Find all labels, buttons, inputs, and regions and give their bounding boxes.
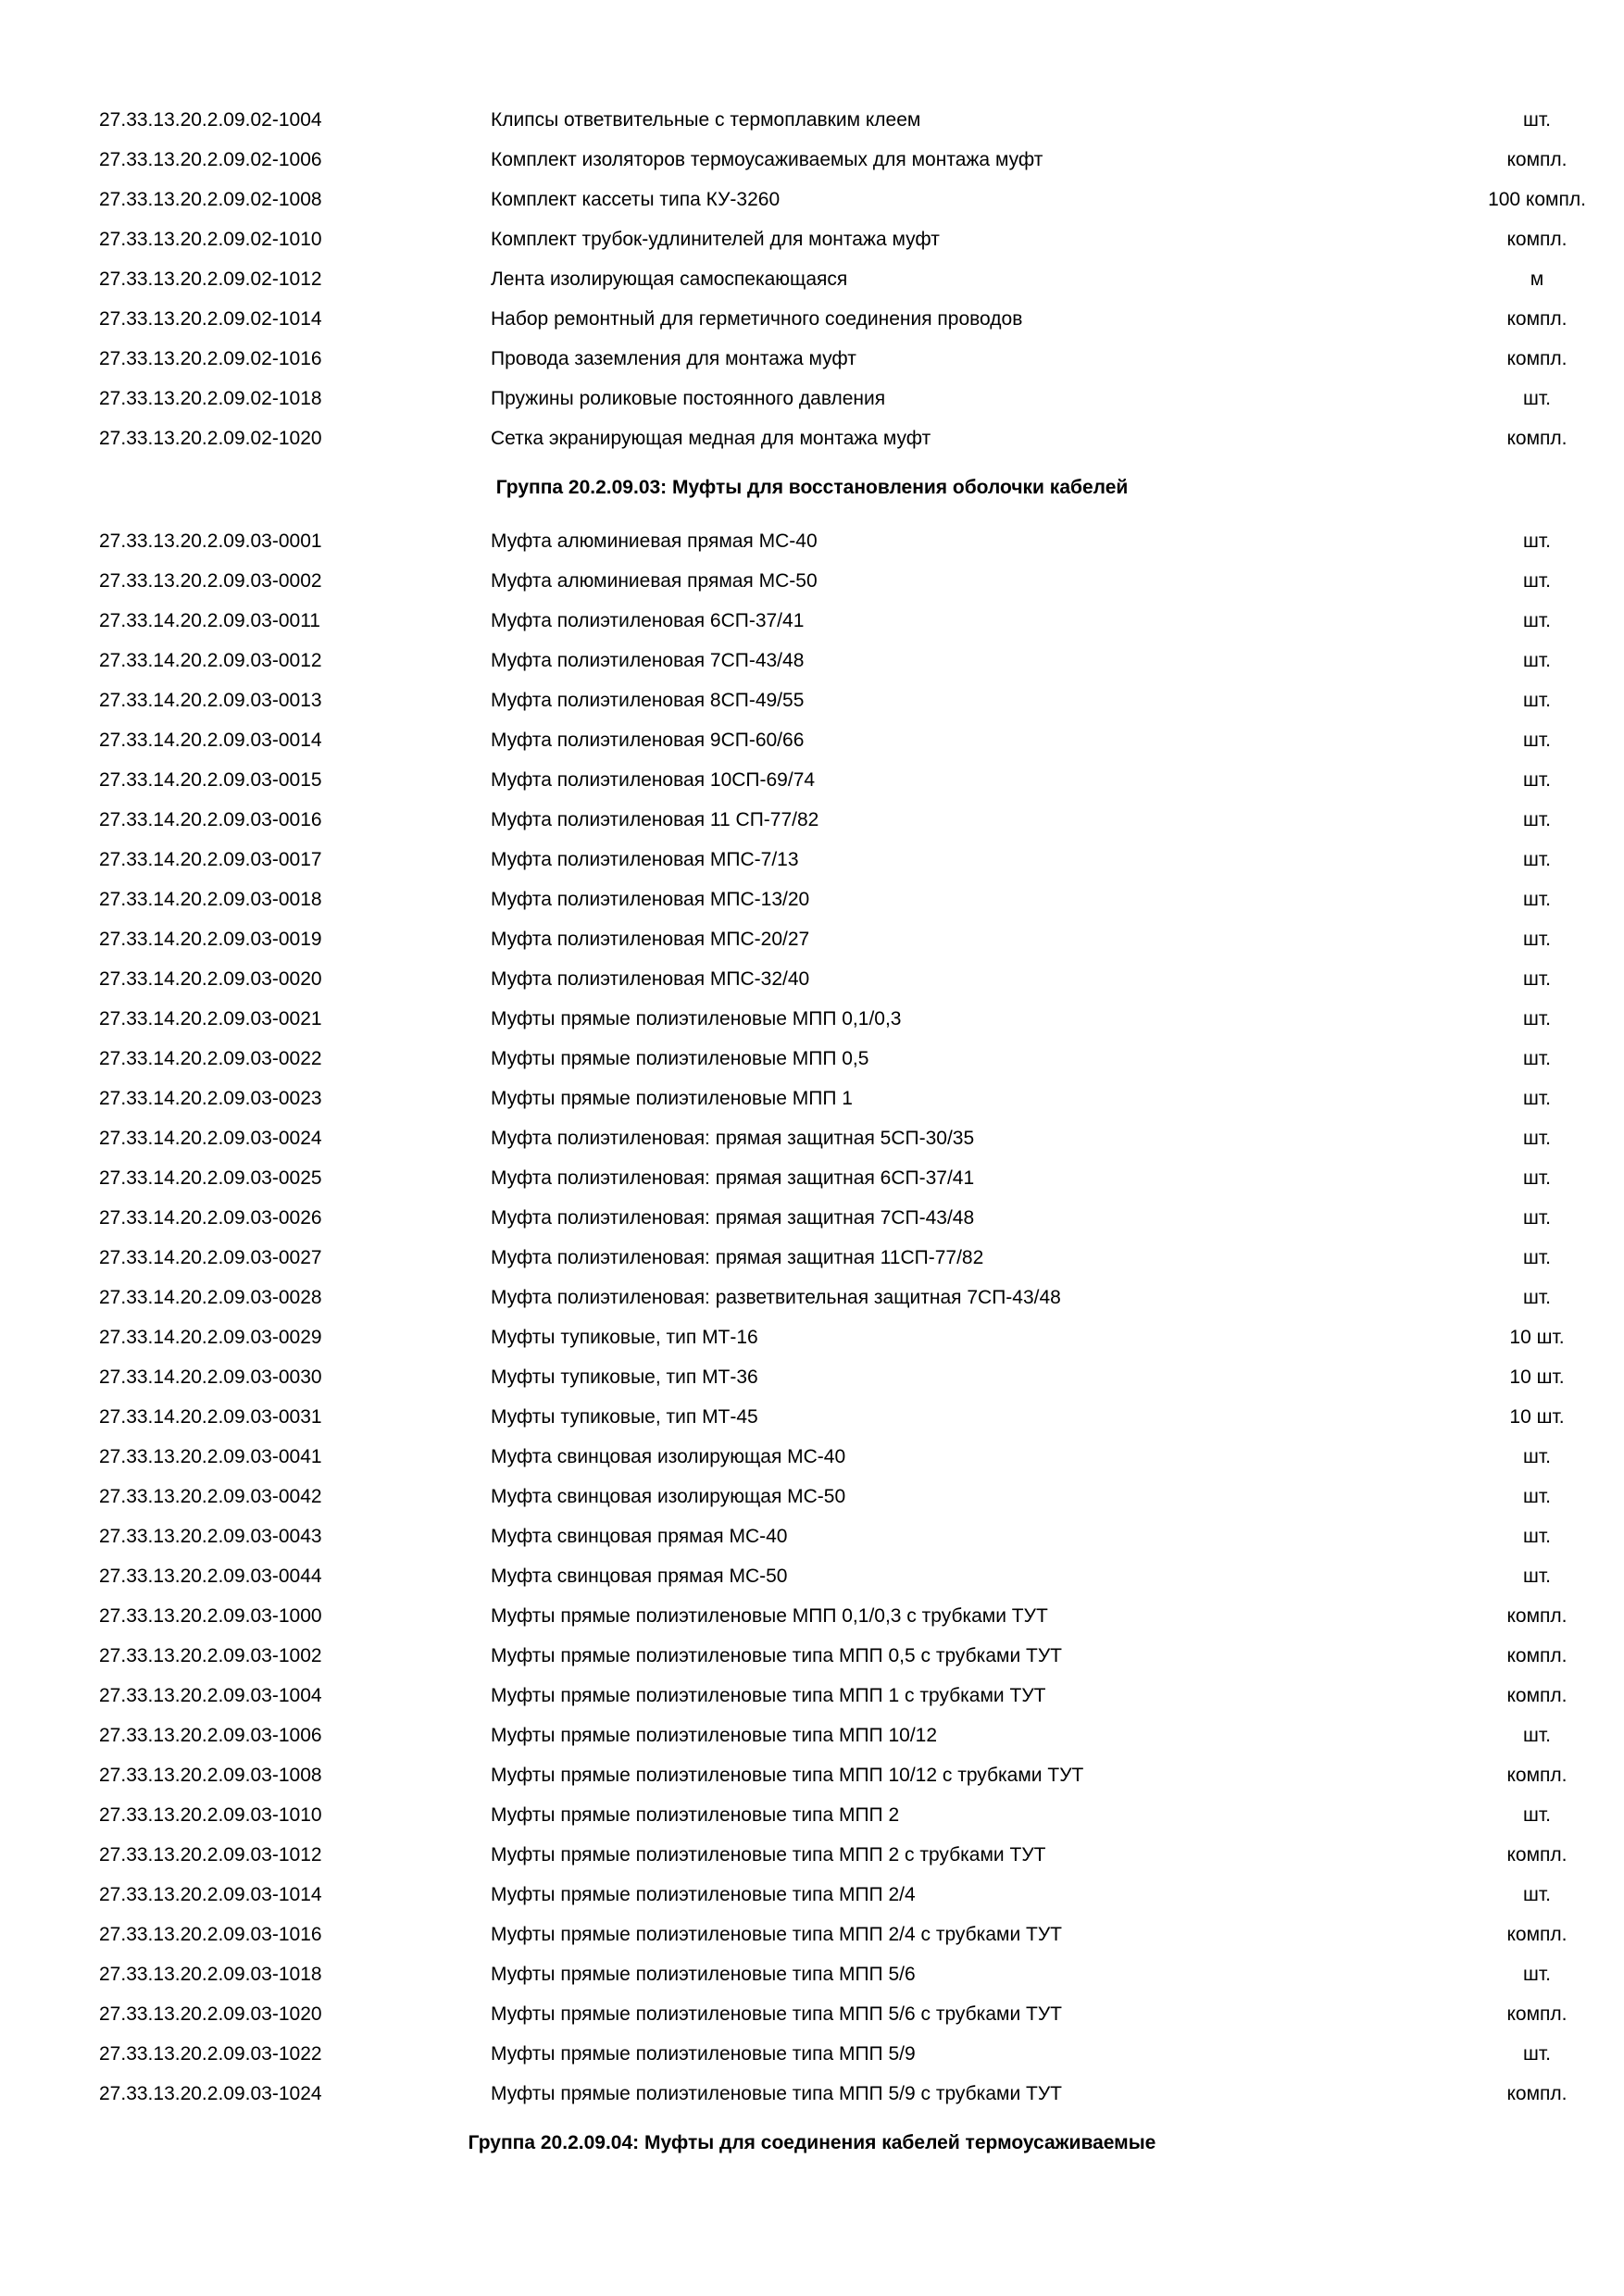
group-heading: Группа 20.2.09.03: Муфты для восстановления оболочки кабелей xyxy=(495,477,1129,498)
table-row xyxy=(0,880,1624,919)
resource-name: Муфты тупиковые, тип МТ-36 xyxy=(491,1366,758,1388)
resource-code: 27.33.13.20.2.09.02-1010 xyxy=(99,229,322,250)
unit-of-measure: шт. xyxy=(1523,1207,1551,1229)
table-row xyxy=(0,521,1624,561)
resource-name: Сетка экранирующая медная для монтажа муфт xyxy=(491,428,931,449)
unit-of-measure: шт. xyxy=(1523,1526,1551,1547)
unit-of-measure: шт. xyxy=(1523,1247,1551,1268)
table-row xyxy=(0,1516,1624,1556)
table-row xyxy=(0,1039,1624,1079)
table-row xyxy=(0,800,1624,840)
table-row xyxy=(0,1397,1624,1437)
resource-name: Муфта алюминиевая прямая МС-40 xyxy=(491,530,818,552)
table-row xyxy=(0,418,1624,458)
resource-name: Муфта полиэтиленовая 8СП-49/55 xyxy=(491,690,805,711)
unit-of-measure: шт. xyxy=(1523,1088,1551,1109)
resource-code: 27.33.13.20.2.09.03-1016 xyxy=(99,1924,322,1945)
resource-code: 27.33.13.20.2.09.03-1014 xyxy=(99,1884,322,1905)
table-row xyxy=(0,840,1624,880)
resource-code: 27.33.13.20.2.09.03-1022 xyxy=(99,2043,322,2065)
resource-code: 27.33.14.20.2.09.03-0018 xyxy=(99,889,322,910)
resource-code: 27.33.14.20.2.09.03-0014 xyxy=(99,730,322,751)
unit-of-measure: 10 шт. xyxy=(1509,1366,1565,1388)
unit-of-measure: компл. xyxy=(1506,348,1568,369)
unit-of-measure: компл. xyxy=(1506,2003,1568,2025)
resource-name: Муфта полиэтиленовая 6СП-37/41 xyxy=(491,610,805,631)
resource-code: 27.33.13.20.2.09.03-0041 xyxy=(99,1446,322,1467)
resource-name: Провода заземления для монтажа муфт xyxy=(491,348,856,369)
table-row xyxy=(0,720,1624,760)
table-row xyxy=(0,1636,1624,1676)
resource-name: Муфты прямые полиэтиленовые типа МПП 5/9 xyxy=(491,2043,916,2065)
unit-of-measure: шт. xyxy=(1523,1167,1551,1189)
resource-code: 27.33.13.20.2.09.03-0044 xyxy=(99,1566,322,1587)
table-row xyxy=(0,140,1624,180)
resource-name: Муфта полиэтиленовая 11 СП-77/82 xyxy=(491,809,819,830)
resource-code: 27.33.13.20.2.09.03-0042 xyxy=(99,1486,322,1507)
unit-of-measure: шт. xyxy=(1523,690,1551,711)
resource-code: 27.33.13.20.2.09.03-1000 xyxy=(99,1605,322,1627)
resource-code: 27.33.14.20.2.09.03-0031 xyxy=(99,1406,322,1428)
resource-code: 27.33.13.20.2.09.03-1018 xyxy=(99,1964,322,1985)
table-row xyxy=(0,259,1624,299)
resource-name: Муфты прямые полиэтиленовые МПП 0,1/0,3 с трубками ТУТ xyxy=(491,1605,1048,1627)
unit-of-measure: компл. xyxy=(1506,428,1568,449)
unit-of-measure: компл. xyxy=(1506,308,1568,330)
resource-name: Набор ремонтный для герметичного соединения проводов xyxy=(491,308,1023,330)
table-row xyxy=(0,1994,1624,2034)
resource-name: Муфта полиэтиленовая МПС-7/13 xyxy=(491,849,799,870)
resource-code: 27.33.13.20.2.09.03-0001 xyxy=(99,530,322,552)
resource-name: Комплект трубок-удлинителей для монтажа муфт xyxy=(491,229,940,250)
table-row xyxy=(0,999,1624,1039)
unit-of-measure: шт. xyxy=(1523,1486,1551,1507)
resource-name: Муфта полиэтиленовая: разветвительная защитная 7СП-43/48 xyxy=(491,1287,1061,1308)
resource-code: 27.33.14.20.2.09.03-0024 xyxy=(99,1128,322,1149)
resource-code: 27.33.14.20.2.09.03-0016 xyxy=(99,809,322,830)
unit-of-measure: 100 компл. xyxy=(1488,189,1586,210)
table-row xyxy=(0,1716,1624,1755)
resource-name: Муфты прямые полиэтиленовые типа МПП 5/9 с трубками ТУТ xyxy=(491,2083,1062,2104)
unit-of-measure: шт. xyxy=(1523,1008,1551,1029)
resource-code: 27.33.14.20.2.09.03-0015 xyxy=(99,769,322,791)
table-row xyxy=(0,1915,1624,1954)
unit-of-measure: компл. xyxy=(1506,1765,1568,1786)
table-row xyxy=(0,1755,1624,1795)
unit-of-measure: шт. xyxy=(1523,929,1551,950)
table-row xyxy=(0,1676,1624,1716)
unit-of-measure: шт. xyxy=(1523,849,1551,870)
resource-code: 27.33.14.20.2.09.03-0012 xyxy=(99,650,322,671)
table-row xyxy=(0,1278,1624,1317)
resource-code: 27.33.13.20.2.09.02-1018 xyxy=(99,388,322,409)
resource-code: 27.33.14.20.2.09.03-0029 xyxy=(99,1327,322,1348)
resource-code: 27.33.14.20.2.09.03-0023 xyxy=(99,1088,322,1109)
table-row xyxy=(0,641,1624,680)
resource-name: Муфта полиэтиленовая: прямая защитная 7СП-43/48 xyxy=(491,1207,975,1229)
resource-name: Муфты прямые полиэтиленовые типа МПП 1 с трубками ТУТ xyxy=(491,1685,1046,1706)
unit-of-measure: шт. xyxy=(1523,889,1551,910)
table-row xyxy=(0,1477,1624,1516)
unit-of-measure: 10 шт. xyxy=(1509,1327,1565,1348)
resource-name: Муфты прямые полиэтиленовые МПП 0,1/0,3 xyxy=(491,1008,902,1029)
resource-name: Муфта полиэтиленовая 7СП-43/48 xyxy=(491,650,805,671)
resource-name: Муфты прямые полиэтиленовые типа МПП 5/6 с трубками ТУТ xyxy=(491,2003,1062,2025)
resource-code: 27.33.13.20.2.09.02-1004 xyxy=(99,109,322,131)
resource-name: Муфты прямые полиэтиленовые типа МПП 2/4 с трубками ТУТ xyxy=(491,1924,1062,1945)
resource-code: 27.33.14.20.2.09.03-0022 xyxy=(99,1048,322,1069)
resource-code: 27.33.14.20.2.09.03-0020 xyxy=(99,968,322,990)
unit-of-measure: шт. xyxy=(1523,1964,1551,1985)
table-row xyxy=(0,379,1624,418)
resource-name: Муфты тупиковые, тип МТ-45 xyxy=(491,1406,758,1428)
resource-code: 27.33.14.20.2.09.03-0027 xyxy=(99,1247,322,1268)
resource-code: 27.33.14.20.2.09.03-0011 xyxy=(99,610,320,631)
table-row xyxy=(0,760,1624,800)
resource-code: 27.33.14.20.2.09.03-0021 xyxy=(99,1008,322,1029)
resource-code: 27.33.14.20.2.09.03-0019 xyxy=(99,929,322,950)
table-row xyxy=(0,1317,1624,1357)
table-row xyxy=(0,1158,1624,1198)
unit-of-measure: шт. xyxy=(1523,388,1551,409)
resource-name: Муфта свинцовая прямая МС-40 xyxy=(491,1526,788,1547)
table-row xyxy=(0,100,1624,140)
unit-of-measure: компл. xyxy=(1506,1605,1568,1627)
table-row xyxy=(0,339,1624,379)
resource-name: Муфта полиэтиленовая МПС-13/20 xyxy=(491,889,810,910)
resource-code: 27.33.13.20.2.09.02-1012 xyxy=(99,268,322,290)
resource-name: Муфта полиэтиленовая МПС-32/40 xyxy=(491,968,810,990)
table-row xyxy=(0,1596,1624,1636)
unit-of-measure: компл. xyxy=(1506,2083,1568,2104)
table-row xyxy=(0,1238,1624,1278)
table-row xyxy=(0,680,1624,720)
unit-of-measure: компл. xyxy=(1506,1685,1568,1706)
resource-name: Муфта полиэтиленовая 9СП-60/66 xyxy=(491,730,805,751)
resource-code: 27.33.13.20.2.09.02-1020 xyxy=(99,428,322,449)
resource-code: 27.33.13.20.2.09.03-1004 xyxy=(99,1685,322,1706)
resource-name: Муфта свинцовая изолирующая МС-50 xyxy=(491,1486,846,1507)
table-row xyxy=(0,1875,1624,1915)
table-row xyxy=(0,959,1624,999)
unit-of-measure: шт. xyxy=(1523,1128,1551,1149)
resource-name: Муфты прямые полиэтиленовые типа МПП 2/4 xyxy=(491,1884,916,1905)
table-row xyxy=(0,601,1624,641)
resource-code: 27.33.14.20.2.09.03-0017 xyxy=(99,849,322,870)
resource-name: Комплект кассеты типа КУ-3260 xyxy=(491,189,781,210)
resource-code: 27.33.13.20.2.09.03-1006 xyxy=(99,1725,322,1746)
unit-of-measure: шт. xyxy=(1523,2043,1551,2065)
table-row xyxy=(0,1198,1624,1238)
resource-code: 27.33.13.20.2.09.03-1012 xyxy=(99,1844,322,1866)
unit-of-measure: шт. xyxy=(1523,1287,1551,1308)
table-row xyxy=(0,1954,1624,1994)
table-row xyxy=(0,1079,1624,1118)
resource-name: Муфты прямые полиэтиленовые типа МПП 10/12 xyxy=(491,1725,938,1746)
table-row xyxy=(0,180,1624,219)
resource-name: Муфта свинцовая изолирующая МС-40 xyxy=(491,1446,846,1467)
resource-name: Муфты прямые полиэтиленовые типа МПП 2 xyxy=(491,1804,900,1826)
resource-name: Муфты прямые полиэтиленовые типа МПП 10/12 с трубками ТУТ xyxy=(491,1765,1084,1786)
table-row xyxy=(0,561,1624,601)
resource-name: Муфта полиэтиленовая: прямая защитная 5СП-30/35 xyxy=(491,1128,975,1149)
unit-of-measure: шт. xyxy=(1523,1804,1551,1826)
unit-of-measure: шт. xyxy=(1523,809,1551,830)
unit-of-measure: шт. xyxy=(1523,1446,1551,1467)
resource-code: 27.33.14.20.2.09.03-0026 xyxy=(99,1207,322,1229)
table-row xyxy=(0,299,1624,339)
unit-of-measure: шт. xyxy=(1523,109,1551,131)
unit-of-measure: компл. xyxy=(1506,1924,1568,1945)
resource-code: 27.33.13.20.2.09.02-1016 xyxy=(99,348,322,369)
resource-code: 27.33.14.20.2.09.03-0028 xyxy=(99,1287,322,1308)
unit-of-measure: шт. xyxy=(1523,968,1551,990)
resource-name: Муфта свинцовая прямая МС-50 xyxy=(491,1566,788,1587)
resource-code: 27.33.13.20.2.09.03-1010 xyxy=(99,1804,322,1826)
table-row xyxy=(0,1437,1624,1477)
table-row xyxy=(0,919,1624,959)
unit-of-measure: шт. xyxy=(1523,1048,1551,1069)
unit-of-measure: м xyxy=(1530,268,1544,290)
resource-name: Муфты прямые полиэтиленовые типа МПП 2 с трубками ТУТ xyxy=(491,1844,1046,1866)
unit-of-measure: шт. xyxy=(1523,730,1551,751)
group-heading: Группа 20.2.09.04: Муфты для соединения кабелей термоусаживаемые xyxy=(468,2132,1156,2153)
unit-of-measure: шт. xyxy=(1523,769,1551,791)
resource-code: 27.33.13.20.2.09.02-1014 xyxy=(99,308,322,330)
resource-name: Клипсы ответвительные с термоплавким клеем xyxy=(491,109,921,131)
resource-name: Лента изолирующая самоспекающаяся xyxy=(491,268,848,290)
unit-of-measure: шт. xyxy=(1523,1884,1551,1905)
resource-name: Пружины роликовые постоянного давления xyxy=(491,388,886,409)
unit-of-measure: шт. xyxy=(1523,610,1551,631)
resource-code: 27.33.13.20.2.09.03-1002 xyxy=(99,1645,322,1666)
unit-of-measure: шт. xyxy=(1523,1566,1551,1587)
resource-code: 27.33.13.20.2.09.03-0043 xyxy=(99,1526,322,1547)
resource-code: 27.33.14.20.2.09.03-0013 xyxy=(99,690,322,711)
unit-of-measure: шт. xyxy=(1523,570,1551,592)
table-row xyxy=(0,1118,1624,1158)
unit-of-measure: компл. xyxy=(1506,229,1568,250)
table-row xyxy=(0,2034,1624,2074)
table-row xyxy=(0,1556,1624,1596)
resource-name: Муфты прямые полиэтиленовые МПП 1 xyxy=(491,1088,853,1109)
resource-name: Муфта полиэтиленовая 10СП-69/74 xyxy=(491,769,816,791)
resource-code: 27.33.14.20.2.09.03-0025 xyxy=(99,1167,322,1189)
resource-name: Муфта полиэтиленовая: прямая защитная 6СП-37/41 xyxy=(491,1167,975,1189)
table-row xyxy=(0,2074,1624,2114)
resource-name: Муфта алюминиевая прямая МС-50 xyxy=(491,570,818,592)
unit-of-measure: компл. xyxy=(1506,1844,1568,1866)
unit-of-measure: шт. xyxy=(1523,530,1551,552)
resource-name: Муфты тупиковые, тип МТ-16 xyxy=(491,1327,758,1348)
unit-of-measure: компл. xyxy=(1506,1645,1568,1666)
table-row xyxy=(0,1357,1624,1397)
resource-code: 27.33.13.20.2.09.03-1008 xyxy=(99,1765,322,1786)
resource-code: 27.33.13.20.2.09.03-1020 xyxy=(99,2003,322,2025)
table-row xyxy=(0,219,1624,259)
resource-name: Комплект изоляторов термоусаживаемых для монтажа муфт xyxy=(491,149,1043,170)
resource-code: 27.33.13.20.2.09.02-1006 xyxy=(99,149,322,170)
table-row xyxy=(0,1835,1624,1875)
unit-of-measure: шт. xyxy=(1523,650,1551,671)
resource-name: Муфта полиэтиленовая МПС-20/27 xyxy=(491,929,810,950)
resource-code: 27.33.13.20.2.09.03-0002 xyxy=(99,570,322,592)
resource-code: 27.33.13.20.2.09.03-1024 xyxy=(99,2083,322,2104)
resource-name: Муфты прямые полиэтиленовые МПП 0,5 xyxy=(491,1048,869,1069)
resource-code: 27.33.14.20.2.09.03-0030 xyxy=(99,1366,322,1388)
resource-name: Муфты прямые полиэтиленовые типа МПП 5/6 xyxy=(491,1964,916,1985)
table-row xyxy=(0,1795,1624,1835)
resource-code: 27.33.13.20.2.09.02-1008 xyxy=(99,189,322,210)
resource-name: Муфты прямые полиэтиленовые типа МПП 0,5 с трубками ТУТ xyxy=(491,1645,1062,1666)
unit-of-measure: шт. xyxy=(1523,1725,1551,1746)
unit-of-measure: 10 шт. xyxy=(1509,1406,1565,1428)
unit-of-measure: компл. xyxy=(1506,149,1568,170)
resource-name: Муфта полиэтиленовая: прямая защитная 11СП-77/82 xyxy=(491,1247,984,1268)
